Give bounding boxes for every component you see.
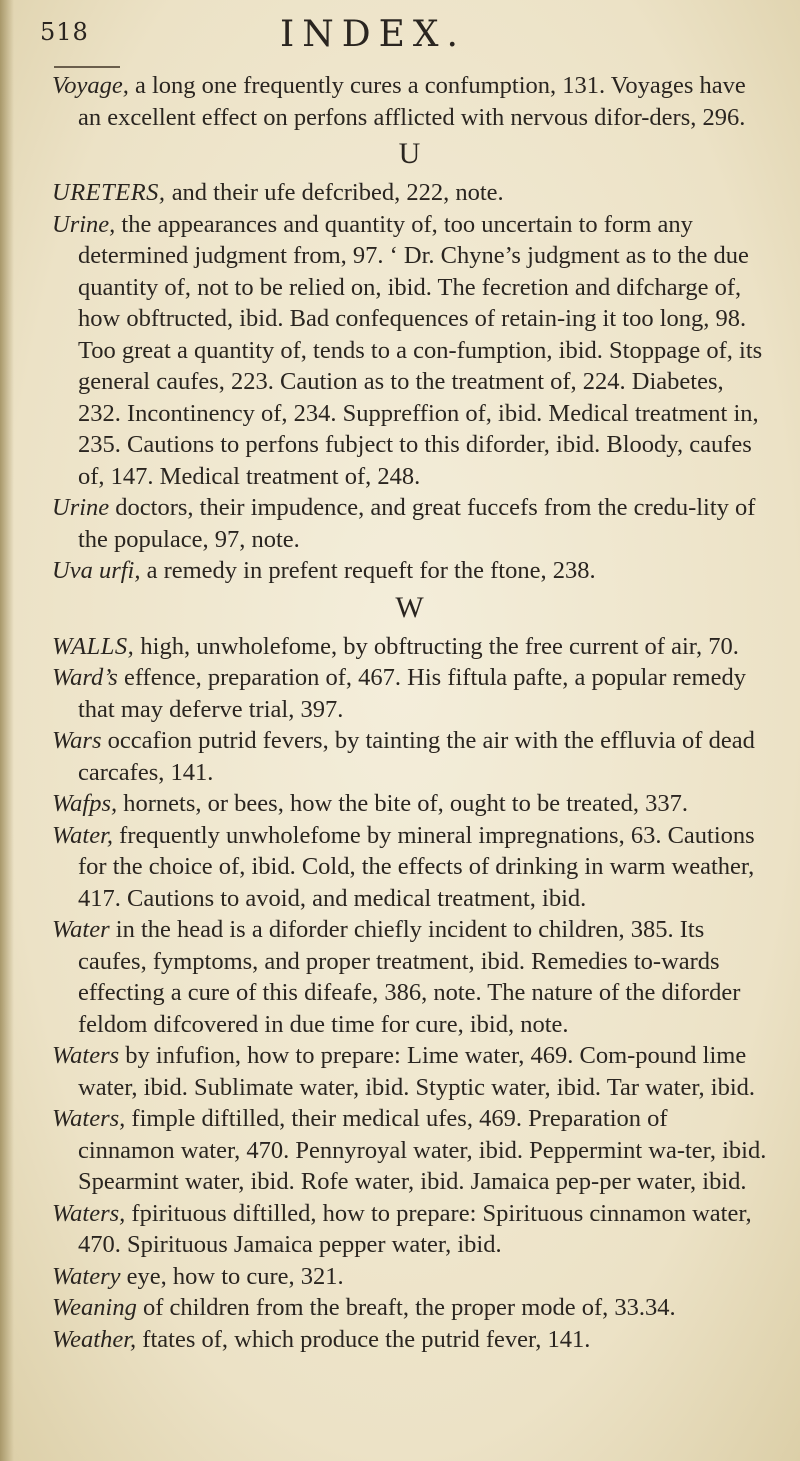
index-entry: Uva urfi, a remedy in prefent requeft for the ftone, 238. — [52, 557, 596, 584]
section-letter-w: W — [395, 590, 424, 624]
index-entry: Watery eye, how to cure, 321. — [52, 1262, 344, 1290]
index-entry: Waters, fpirituous diftilled, how to prepare: Spirituous cinnamon water, 470. Spirituous Jamaica pepper water, ibid. — [52, 1199, 752, 1258]
index-entry: Voyage, a long one frequently cures a confumption, 131. Voyages have an excellent effect on perfons afflicted with nervous difor-ders, 296. — [52, 72, 746, 131]
index-entry: Urine doctors, their impudence, and great fuccefs from the credu-lity of the populace, 97, note. — [52, 494, 756, 553]
index-entry: Water in the head is a diforder chiefly incident to children, 385. Its caufes, fymptoms, and proper treatment, ibid. Remedies to-wards effecting a cure of this difeafe, 386, note. The nature of the diforder feldom difcovered in due time for cure, ibid, note. — [52, 916, 741, 1038]
index-entry: Urine, the appearances and quantity of, too uncertain to form any determined judgment from, 97. ‘ Dr. Chyne’s judgment as to the due quantity of, not to be relied on, ibid. The fecretion and difcharge of, how obftructed, ibid. Bad confequences of retain-ing it too long, 98. Too great a quantity of, tends to a con-fumption, ibid. Stoppage of, its general caufes, 223. Caution as to the treatment of, 224. Diabetes, 232. Incontinency of, 234. Suppreffion of, ibid. Medical treatment in, 235. Cautions to perfons fubject to this diforder, ibid. Bloody, caufes of, 147. Medical treatment of, 248. — [52, 210, 763, 490]
index-entry: Weaning of children from the breaft, the proper mode of, 33.34. — [52, 1294, 676, 1321]
index-entry: Water, frequently unwholefome by mineral impregnations, 63. Cautions for the choice of, ibid. Cold, the effects of drinking in warm weather, 417. Cautions to avoid, and medical treatment, ibid. — [52, 821, 755, 912]
index-entry: Wafps, hornets, or bees, how the bite of, ought to be treated, 337. — [52, 790, 688, 817]
section-letter-u: U — [398, 137, 421, 170]
header-rule — [54, 66, 120, 68]
page-edge-shadow — [0, 0, 14, 1461]
index-content — [52, 70, 767, 1355]
index-entry: Weather, ftates of, which produce the putrid fever, 141. — [52, 1325, 591, 1353]
index-entry: Waters by infufion, how to prepare: Lime water, 469. Com-pound lime water, ibid. Sublimate water, ibid. Styptic water, ibid. Tar water, ibid. — [52, 1042, 756, 1101]
page-header — [40, 14, 760, 58]
page-number: 518 — [40, 18, 89, 46]
index-entry: Waters, fimple diftilled, their medical ufes, 469. Preparation of cinnamon water, 470. Pennyroyal water, ibid. Peppermint wa-ter, ibid. Spearmint water, ibid. Rofe water, ibid. Jamaica pep-per water, ibid. — [52, 1105, 767, 1195]
index-entry: Ward’s effence, preparation of, 467. His fiftula pafte, a popular remedy that may deferve trial, 397. — [52, 664, 746, 723]
index-entry: URETERS, and their ufe defcribed, 222, note. — [52, 179, 504, 206]
running-title: INDEX. — [280, 14, 466, 55]
index-entry: WALLS, high, unwholefome, by obftructing the free current of air, 70. — [52, 632, 739, 660]
index-entry: Wars occafion putrid fevers, by tainting the air with the effluvia of dead carcafes, 141. — [52, 727, 755, 786]
